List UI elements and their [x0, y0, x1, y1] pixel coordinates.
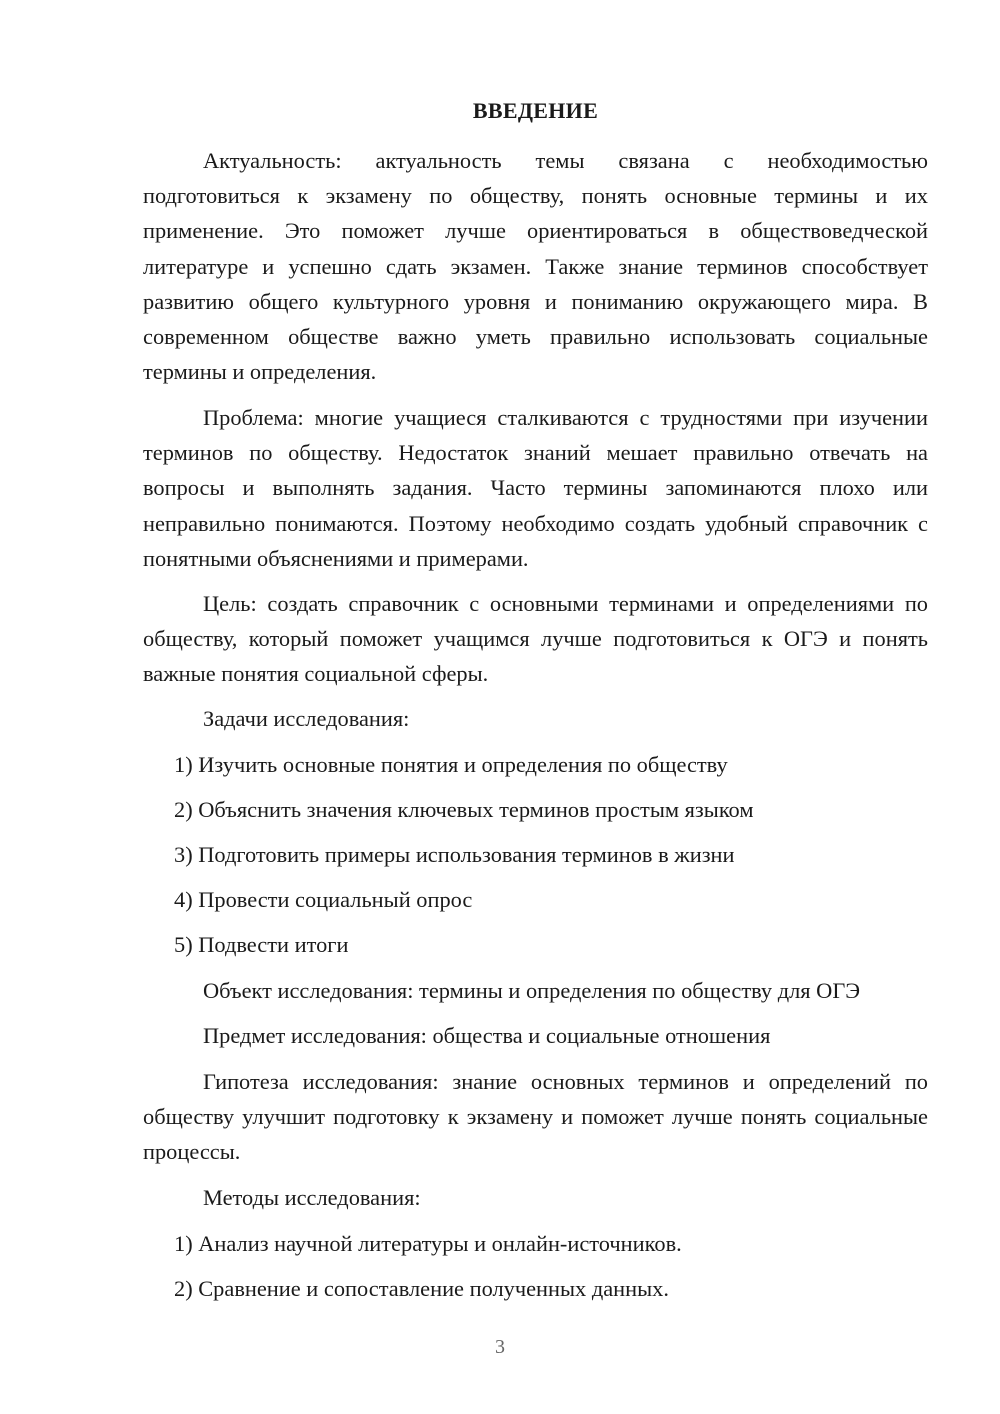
list-item: 2) Объяснить значения ключевых терминов простым языком: [174, 797, 754, 822]
methods-heading: Методы исследования:: [203, 1185, 421, 1210]
research-subject: Предмет исследования: общества и социальные отношения: [203, 1023, 771, 1048]
paragraph-goal: Цель: создать справочник с основными терминами и определениями по обществу, который поможет учащимся лучше подготовиться к ОГЭ и понять важные понятия социальной сферы.: [143, 591, 928, 687]
tasks-heading: Задачи исследования:: [203, 706, 410, 731]
research-object: Объект исследования: термины и определения по обществу для ОГЭ: [203, 978, 861, 1003]
list-item: 4) Провести социальный опрос: [174, 887, 473, 912]
list-item: 1) Анализ научной литературы и онлайн-источников.: [174, 1231, 682, 1256]
list-item: 1) Изучить основные понятия и определения по обществу: [174, 752, 728, 777]
paragraph-relevance: Актуальность: актуальность темы связана с необходимостью подготовиться к экзамену по обществу, понять основные термины и их применение. Это поможет лучше ориентироваться в обществоведческой литературе и успешно сдать экзамен. Также знание терминов способствует развитию общего культурного уровня и пониманию окружающего мира. В современном обществе важно уметь правильно использовать социальные термины и определения.: [143, 148, 928, 385]
page-number: 3: [495, 1336, 505, 1358]
paragraph-hypothesis: Гипотеза исследования: знание основных терминов и определений по обществу улучшит подготовку к экзамену и поможет лучше понять социальные процессы.: [143, 1069, 928, 1165]
list-item: 3) Подготовить примеры использования терминов в жизни: [174, 842, 735, 867]
page-title: ВВЕДЕНИЕ: [472, 98, 599, 123]
list-item: 5) Подвести итоги: [174, 932, 349, 957]
list-item: 2) Сравнение и сопоставление полученных данных.: [174, 1276, 669, 1301]
paragraph-problem: Проблема: многие учащиеся сталкиваются с трудностями при изучении терминов по обществу. Недостаток знаний мешает правильно отвечать на вопросы и выполнять задания. Часто термины запоминаются плохо или неправильно понимаются. Поэтому необходимо создать удобный справочник с понятными объяснениями и примерами.: [143, 405, 928, 571]
